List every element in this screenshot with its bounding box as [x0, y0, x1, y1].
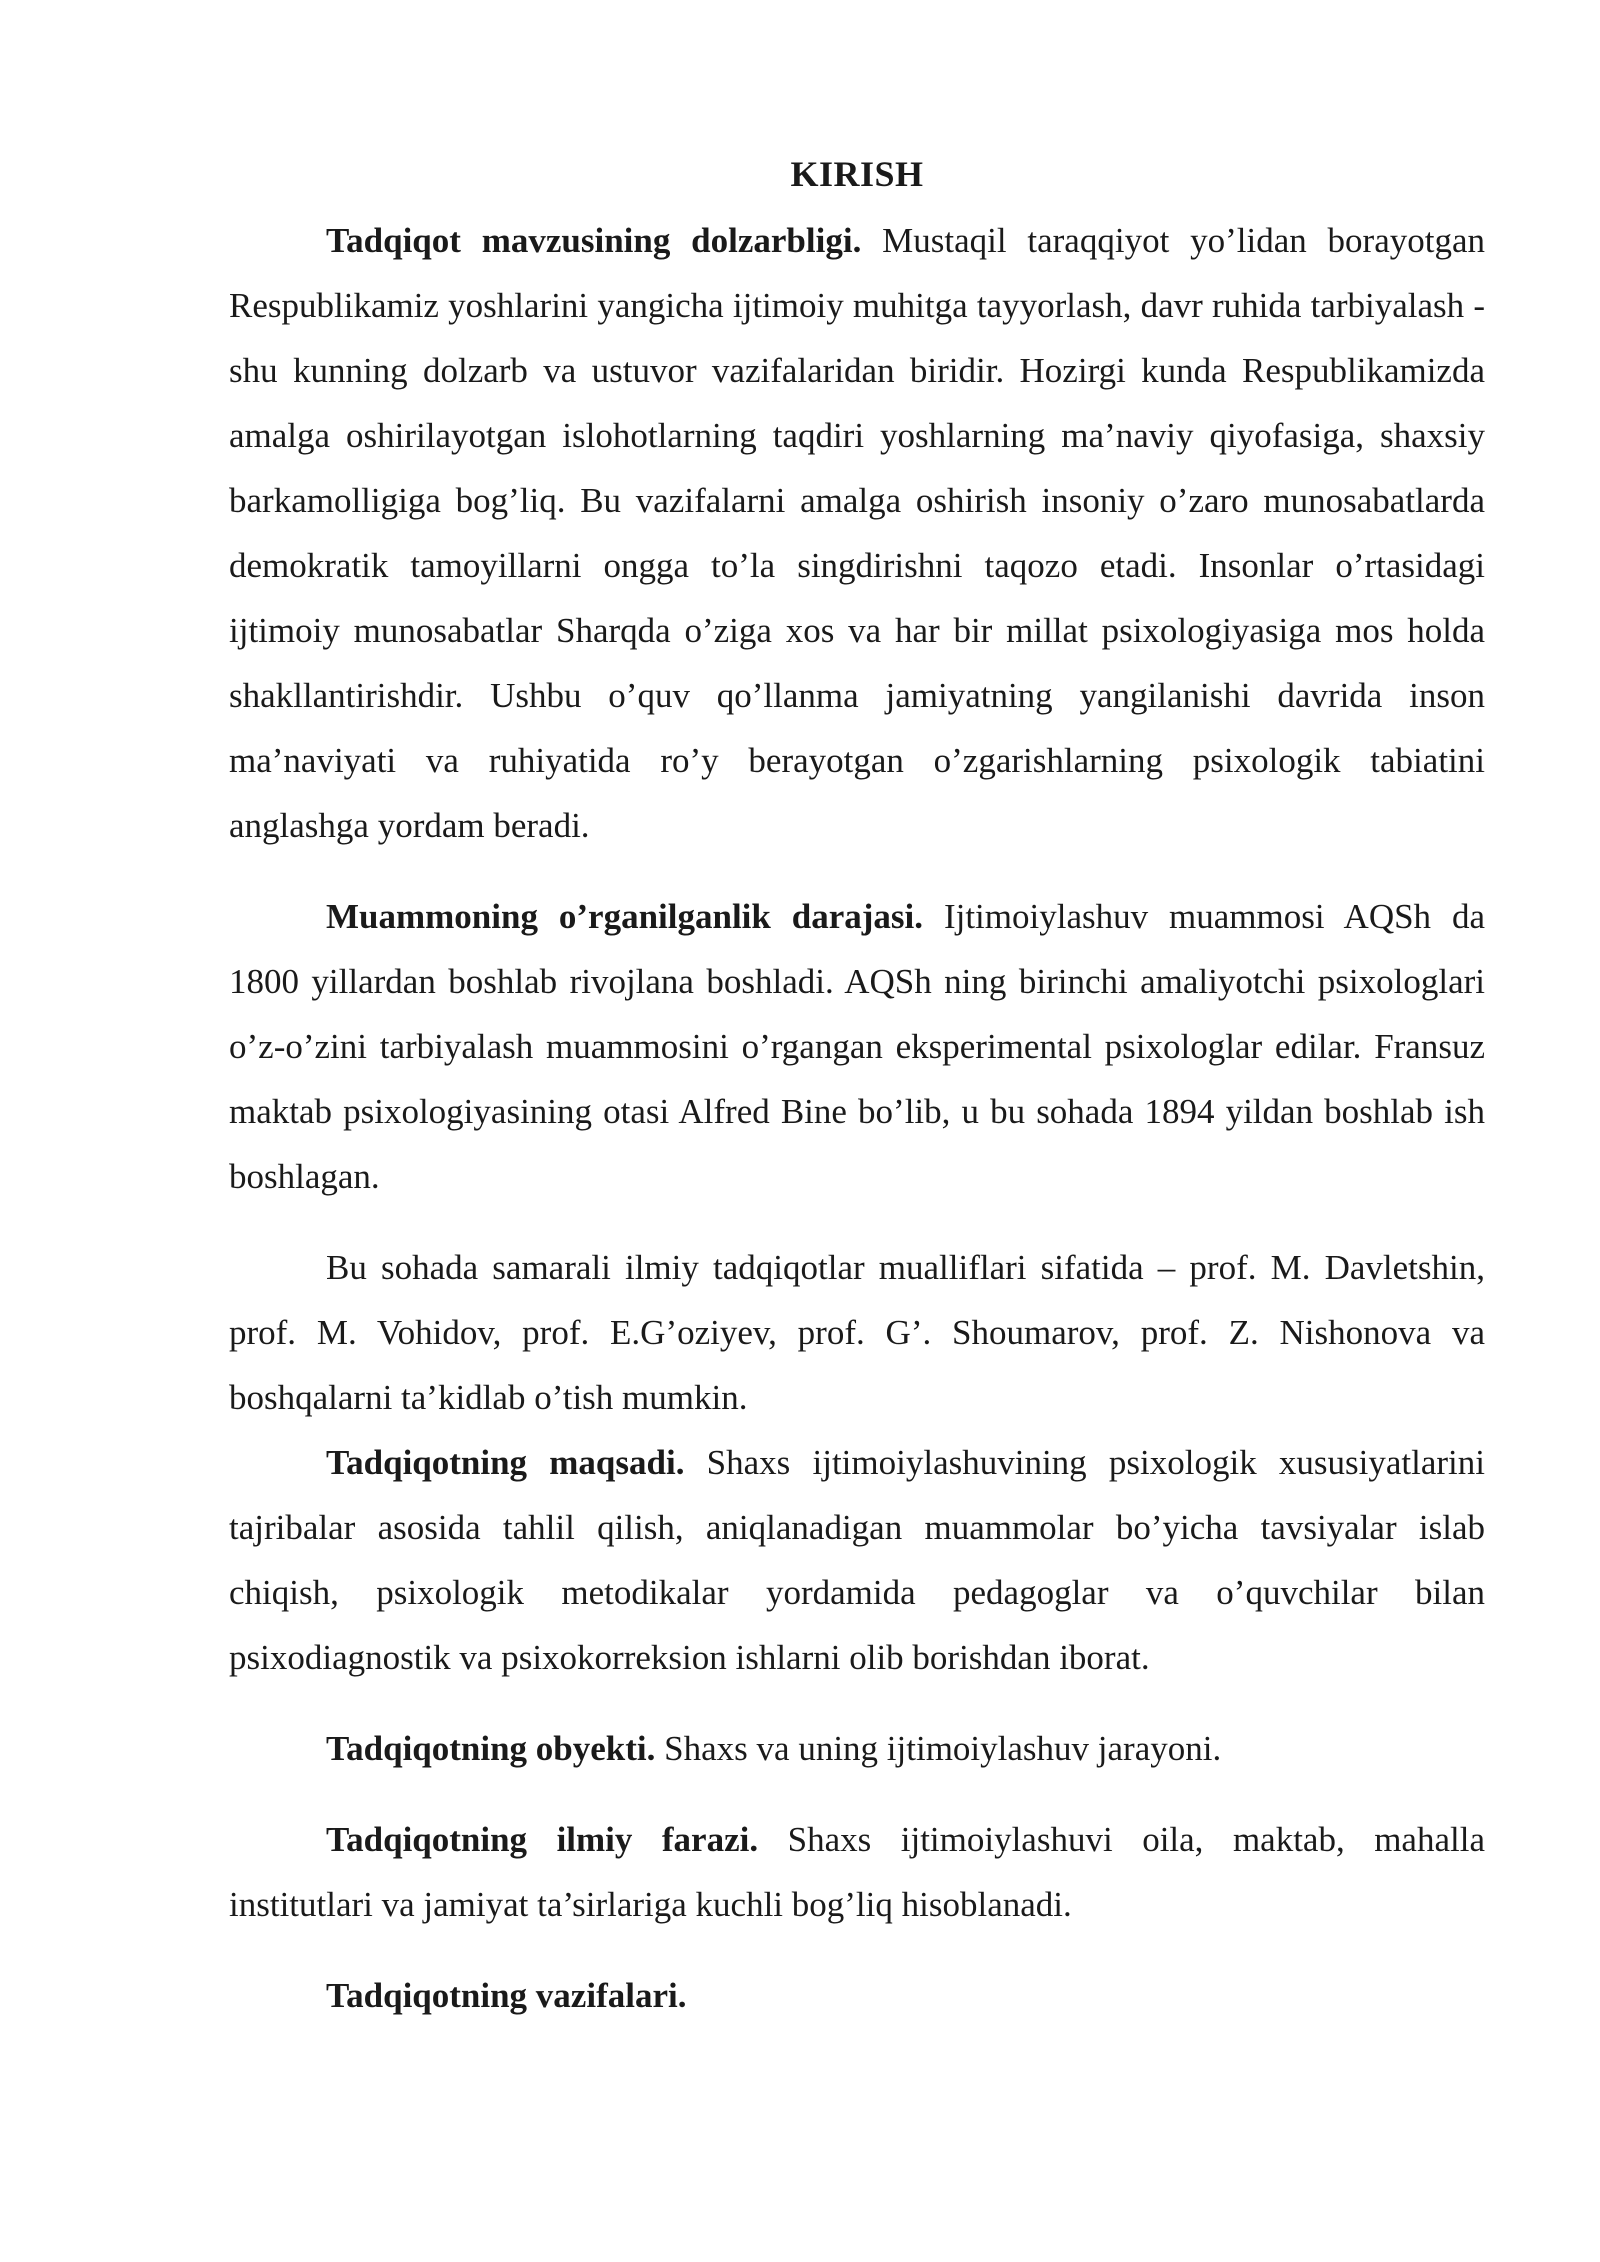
paragraph-lead: Muammoning o’rganilganlik darajasi.	[326, 897, 924, 936]
paragraph-text: Shaxs ijtimoiylashuvining psixologik xususiyatlarini tajribalar asosida tahlil qilish, aniqlanadigan muammolar bo’yicha tavsiyalar islab chiqish, psixologik metodikalar yordamida pedagoglar va o’quvchilar bilan psixodiagnostik va psixokorreksion ishlarni olib borishdan iborat.	[229, 1443, 1485, 1677]
paragraph-relevance	[229, 208, 1485, 858]
paragraph-authors	[229, 1235, 1485, 1430]
paragraph-text: Ijtimoiylashuv muammosi AQSh da 1800 yillardan boshlab rivojlana boshladi. AQSh ning birinchi amaliyotchi psixologlari o’z-o’zini tarbiyalash muammosini o’rgangan eksperimental psixologlar edilar. Fransuz maktab psixologiyasining otasi Alfred Bine bo’lib, u bu sohada 1894 yildan boshlab ish boshlagan.	[229, 897, 1486, 1196]
document-page	[229, 148, 1485, 2028]
paragraph-text: Shaxs ijtimoiylashuvi oila, maktab, mahalla institutlari va jamiyat ta’sirlariga kuchli bog’liq hisoblanadi.	[229, 1820, 1485, 1924]
paragraph-study-level	[229, 884, 1485, 1209]
paragraph-lead: Tadqiqotning maqsadi.	[326, 1443, 685, 1482]
paragraph-hypothesis	[229, 1807, 1485, 1937]
paragraph-object	[229, 1716, 1485, 1781]
paragraph-text: Mustaqil taraqqiyot yo’lidan borayotgan Respublikamiz yoshlarini yangicha ijtimoiy muhitga tayyorlash, davr ruhida tarbiyalash - shu kunning dolzarb va ustuvor vazifalaridan biridir. Hozirgi kunda Respublikamizda amalga oshirilayotgan islohotlarning taqdiri yoshlarning ma’naviy qiyofasiga, shaxsiy barkamolligiga bog’liq. Bu vazifalarni amalga oshirish insoniy o’zaro munosabatlarda demokratik tamoyillarni ongga to’la singdirishni taqozo etadi. Insonlar o’rtasidagi ijtimoiy munosabatlar Sharqda o’ziga xos va har bir millat psixologiyasiga mos holda shakllantirishdir. Ushbu o’quv qo’llanma jamiyatning yangilanishi davrida inson ma’naviyati va ruhiyatida ro’y berayotgan o’zgarishlarning psixologik tabiatini anglashga yordam beradi.	[229, 221, 1485, 845]
paragraph-lead: Tadqiqot mavzusining dolzarbligi.	[326, 221, 862, 260]
document-title: KIRISH	[790, 154, 924, 194]
paragraph-lead: Tadqiqotning obyekti.	[326, 1729, 656, 1768]
paragraph-tasks	[229, 1963, 1485, 2028]
paragraph-lead: Tadqiqotning ilmiy farazi.	[326, 1820, 759, 1859]
paragraph-text: Bu sohada samarali ilmiy tadqiqotlar mualliflari sifatida – prof. M. Davletshin, prof. M. Vohidov, prof. E.G’oziyev, prof. G’. Shoumarov, prof. Z. Nishonova va boshqalarni ta’kidlab o’tish mumkin.	[229, 1248, 1485, 1417]
paragraph-goal	[229, 1430, 1485, 1690]
paragraph-text: Shaxs va uning ijtimoiylashuv jarayoni.	[655, 1729, 1222, 1768]
paragraph-lead: Tadqiqotning vazifalari.	[326, 1976, 687, 2015]
